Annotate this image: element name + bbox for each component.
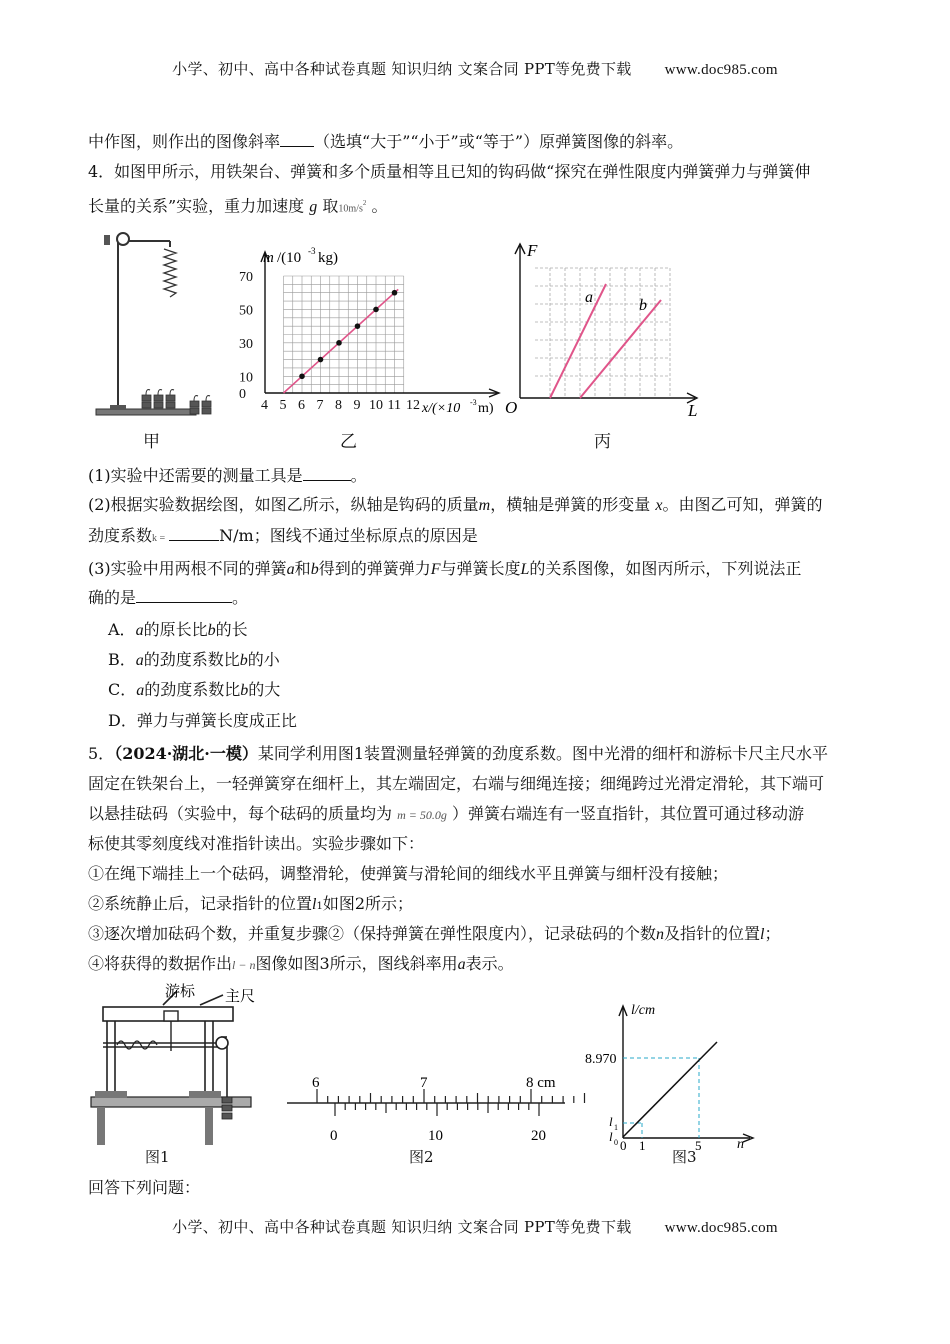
q5-st3a: ③逐次增加砝码个数，并重复步骤②（保持弹簧在弹性限度内），记录砝码的个数 [88,924,657,943]
q4-s3-line1 [88,559,868,580]
figure-1-apparatus [85,985,260,1145]
x-tick-label: 5 [279,398,287,413]
q4-line2: 长量的关系”实验，重力加速度 g 取$10m/s^2$ 。 [88,196,388,216]
fig2-bottom-20: 20 [531,1128,546,1144]
x-tick-label: 11 [387,398,401,413]
fig3-x1: 1 [639,1138,646,1153]
fig3-line [623,1042,717,1137]
option-text: 的劲度系数比 [143,650,240,669]
q5-step2 [88,894,868,917]
fig3-value: 8.970 [585,1052,617,1067]
var-x: x [655,497,663,514]
fig3-label: 图3 [672,1148,697,1166]
figure-2-vernier [285,1070,575,1150]
option-d[interactable] [108,711,888,731]
figure-3-chart [585,1000,775,1153]
q4-s3d: 与弹簧长度 [440,559,521,578]
x-tick-label: 12 [406,398,420,413]
q4-s1 [88,466,868,486]
q5-st2a: ②系统静止后，记录指针的位置 [88,894,313,913]
q5-st3c: ； [764,924,781,943]
var-m: m [478,497,491,514]
bing-F: F [527,241,538,260]
top-line [88,132,868,152]
yi-ylabel-unit: /(10 [277,250,302,266]
q4-s2-line1 [88,495,868,516]
data-point [355,323,361,329]
q4-s3g: 。 [232,588,249,607]
option-var: a [135,622,144,639]
answer-blank [136,588,232,603]
q5-l3b: ）弹簧右端连有一竖直指针，其位置可通过移动游 [451,804,804,823]
q5-st4c: 表示。 [465,954,514,973]
x-tick-label: 6 [298,398,305,413]
y-tick-label: 0 [239,387,246,402]
figure-bing-chart [505,238,705,420]
q5-st2b: 如图2所示； [322,894,414,913]
y-tick-label: 70 [239,270,253,285]
page-footer [0,1216,950,1237]
q5-tag: （2024·湖北·一模） [114,744,258,763]
q4-s2a: (2)根据实验数据绘图，如图乙所示，纵轴是钩码的质量 [88,495,479,514]
q5-line1 [88,744,868,764]
header-text: 小学、初中、高中各种试卷真题 知识归纳 文案合同 PPT等免费下载 [172,60,632,78]
q4-s1b: 。 [350,466,367,485]
header-site: www.doc985.com [664,62,778,78]
option-letter: A． [108,620,136,639]
q5-step4 [88,954,868,975]
option-text: 的长 [215,620,248,639]
answer-blank [303,466,351,481]
option-c[interactable] [108,680,888,701]
q4-s3e: 的关系图像，如图丙所示，下列说法正 [529,559,802,578]
answer-blank [280,132,314,147]
option-var: a [136,682,145,699]
x-tick-label: 8 [335,398,342,413]
fig2-top-7: 7 [420,1075,428,1091]
var-F: F [430,561,441,578]
footer-text: 小学、初中、高中各种试卷真题 知识归纳 文案合同 PPT等免费下载 [172,1218,632,1236]
var-l1: l [312,896,317,913]
q4-s3b: 和 [294,559,311,578]
option-var: b [207,622,216,639]
var-a: a [286,561,295,578]
figure-yi-chart [235,240,505,420]
fig3-l1: l [609,1114,613,1129]
yi-ylabel-kg: kg) [318,250,338,266]
q4-l2a: 长量的关系”实验，重力加速度 [88,196,305,216]
var-l1-sub: 1 [316,901,323,912]
q5-line4: 标使其零刻度线对准指针读出。实验步骤如下： [88,834,425,853]
q5-l1: 某同学利用图1装置测量轻弹簧的劲度系数。图中光滑的细杆和游标卡尺主尺水平 [257,744,829,763]
fig2-top-8cm: 8 cm [526,1075,556,1091]
fig3-ylabel: l/cm [631,1003,656,1018]
fig3-n: n [737,1137,744,1152]
var-a2: a [457,956,466,973]
g-value: 10m/s [338,203,363,215]
option-letter: C． [108,680,137,699]
q4-s3f: 确的是 [88,588,137,607]
fig2-bottom-0: 0 [330,1128,338,1144]
q4-s2d: 劲度系数 [88,526,153,545]
fig2-bottom-10: 10 [428,1128,443,1144]
q4-s1a: (1)实验中还需要的测量工具是 [88,466,303,485]
var-n: n [656,926,665,943]
q5-st4a: ④将获得的数据作出 [88,954,233,973]
fig3-x5: 5 [695,1138,702,1153]
figure-jia [90,225,220,420]
q4-l2c: 。 [371,196,388,216]
fig-yi-label: 乙 [340,432,357,452]
answer-blank [169,526,219,541]
fig1-zhuchi: 主尺 [225,989,256,1005]
yi-xlabel-exp: -3 [470,398,477,407]
var-L: L [520,561,530,578]
option-text: 弹力与弹簧长度成正比 [136,711,297,730]
bing-L: L [688,401,698,420]
q4-s2c: 。由图乙可知，弹簧的 [662,495,823,514]
y-tick-label: 10 [239,370,253,386]
option-b[interactable] [108,650,888,671]
fig-bing-label: 丙 [594,432,611,452]
top-line-b: （选填“大于”“小于”或“等于”）原弹簧图像的斜率。 [314,132,684,151]
data-point [336,340,342,346]
option-letter: B． [108,650,136,669]
y-tick-label: 50 [239,303,253,319]
q5-step3 [88,924,868,945]
footer-site: www.doc985.com [664,1220,778,1236]
q4-s2b: ，横轴是弹簧的形变量 [490,495,651,514]
q5-l3a: 以悬挂砝码（实验中，每个砝码的质量均为 [88,804,393,823]
x-tick-label: 9 [353,398,361,413]
data-point [318,357,324,363]
option-text: 的小 [247,650,280,669]
page-header [0,58,950,79]
x-tick-label: 7 [316,398,324,413]
q4-s2e: N/m；图线不通过坐标原点的原因是 [219,526,478,545]
yi-xlabel: x/(×10 [422,401,461,416]
yi-ylabel-exp: -3 [308,246,316,256]
q5-line2: 固定在铁架台上，一轻弹簧穿在细杆上，其左端固定，右端与细绳连接；细绳跨过光滑定滑轮，其下端可 [88,774,825,793]
q4-s3a: (3)实验中用两根不同的弹簧 [88,559,287,578]
q5-st4b: 图像如图3所示，图线斜率用 [255,954,458,973]
fig2-top-6: 6 [312,1075,320,1091]
fig-jia-label: 甲 [143,432,160,452]
var-ln: l − n [232,958,256,972]
q4-line1: 4．如图甲所示，用铁架台、弹簧和多个质量相等且已知的钩码做“探究在弹性限度内弹簧弹力与弹簧伸 [88,162,811,181]
q5-line3 [88,804,868,825]
option-text: 的劲度系数比 [144,680,241,699]
fig1-youbiao: 游标 [165,984,196,1000]
x-tick-label: 4 [261,398,268,413]
top-line-a: 中作图，则作出的图像斜率 [88,132,281,151]
fig3-l0: l [609,1129,613,1144]
q5-mass: m = 50.0g [397,808,447,822]
q4-s2-line2 [88,526,868,549]
fig2-label: 图2 [409,1148,434,1166]
fig3-x0: 0 [620,1138,627,1153]
option-var: b [240,682,249,699]
option-letter: D． [108,711,137,730]
line-b [580,300,661,398]
var-k: k = [152,533,166,544]
option-text: 的大 [248,680,281,699]
option-var: b [239,652,248,669]
q4-s3-line2 [88,588,868,608]
bing-O: O [505,398,518,417]
line-a [550,284,606,398]
option-var: a [135,652,144,669]
fig3-l0-sub: 0 [614,1138,618,1147]
y-tick-label: 30 [239,336,253,352]
var-b: b [310,561,319,578]
option-a[interactable] [108,620,888,641]
option-text: 的原长比 [143,620,208,639]
x-tick-label: 10 [369,398,383,413]
fig1-label: 图1 [145,1148,170,1166]
q5-num: 5． [88,744,115,763]
data-point [373,307,379,313]
bing-a: a [585,289,593,306]
q4-l2b: 取 [322,196,339,216]
q5-st3b: 及指针的位置 [664,924,761,943]
yi-ylabel-m: m [263,250,274,266]
q4-s3c: 得到的弹簧弹力 [318,559,431,578]
var-g: g [309,198,318,216]
var-l: l [760,926,765,943]
answer-prompt: 回答下列问题： [88,1178,201,1197]
q5-step1: ①在绳下端挂上一个砝码，调整滑轮，使弹簧与滑轮间的细线水平且弹簧与细杆没有接触； [88,864,729,883]
fig3-l1-sub: 1 [614,1123,618,1132]
bing-b: b [639,297,647,314]
yi-xlabel-unit: m) [478,401,494,416]
data-point [392,290,398,296]
data-point [299,373,305,379]
